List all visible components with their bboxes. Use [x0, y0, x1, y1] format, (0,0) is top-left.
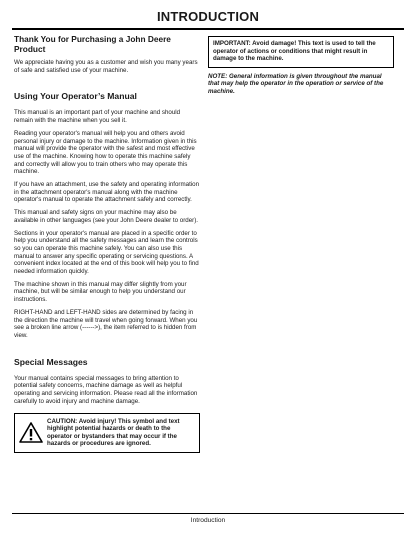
special-messages-heading: Special Messages	[14, 356, 88, 367]
right-column	[208, 36, 394, 95]
footer-divider	[12, 513, 404, 514]
manual-paragraph-7: RIGHT-HAND and LEFT-HAND sides are determined by facing in the direction the machine will travel when going forward. When you see a broken line arrow (------>), the item referred to is hidden from view.	[14, 308, 198, 339]
left-column	[14, 34, 200, 453]
manual-heading: Using Your Operator’s Manual	[14, 91, 137, 102]
manual-paragraph-4: This manual and safety signs on your machine may also be available in other languages (see your John Deere dealer to order).	[14, 209, 199, 224]
manual-paragraph-5: Sections in your operator's manual are placed in a specific order to help you understand all the safety messages and learn the controls so you can operate this machine safely. You can also use this manual to answer any specific operating or servicing questions. A convenient index located at the end of this book will help you to find needed information quickly.	[14, 229, 199, 276]
page-header	[12, 8, 404, 30]
manual-paragraph-2: Reading your operator's manual will help you and others avoid personal injury or damage to the machine. Information given in this manual will provide the operator with the safest and most effective use of the machine. Knowing how to operate this machine safely and correctly will allow you to train others who may operate this machine.	[14, 129, 197, 176]
note-block	[208, 73, 394, 96]
important-box	[208, 36, 394, 68]
caution-box	[14, 413, 200, 453]
warning-triangle-icon	[18, 422, 44, 443]
manual-paragraph-6: The machine shown in this manual may differ slightly from your machine, but will be similar enough to help you understand our instructions.	[14, 280, 187, 304]
manual-paragraph-3: If you have an attachment, use the safety and operating information in the attachment operator's manual along with the machine operator's manual to operate the attachment safely and correctly.	[14, 181, 200, 204]
important-text: IMPORTANT: Avoid damage! This text is used to tell the operator of actions or conditions that might result in damage to the machine.	[213, 40, 376, 62]
caution-text: CAUTION: Avoid injury! This symbol and text highlight potential hazards or death to the operator or bystanders that may occur if the hazards or procedures are ignored.	[47, 417, 180, 447]
page-footer: Introduction	[190, 517, 226, 524]
page-title: INTRODUCTION	[156, 9, 260, 24]
note-text: NOTE: General information is given throughout the manual that may help the operator in the operation or service of the machine.	[208, 72, 384, 95]
manual-paragraph-1: This manual is an important part of your machine and should remain with the machine when you sell it.	[14, 109, 181, 125]
thanks-heading: Thank You for Purchasing a John Deere Product	[14, 34, 171, 54]
special-messages-paragraph: Your manual contains special messages to bring attention to potential safety concerns, machine damage as well as helpful operating and servicing information. Please read all the information carefully to avoid injury and machine damage.	[14, 374, 198, 405]
thanks-paragraph: We appreciate having you as a customer and wish you many years of safe and satisfied use of your machine.	[14, 59, 198, 74]
